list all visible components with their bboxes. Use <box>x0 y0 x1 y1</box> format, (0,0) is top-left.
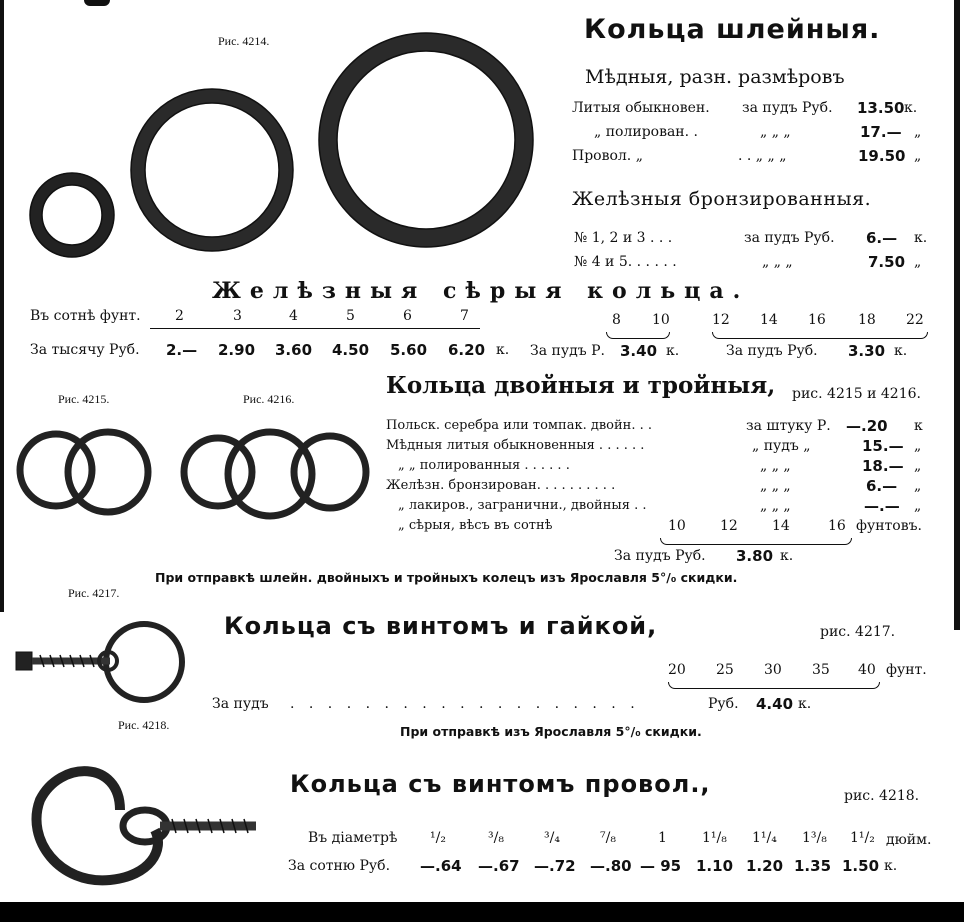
screw-size: 20 <box>668 662 686 678</box>
double-ring-illustration <box>20 432 148 512</box>
section-title-screw: Кольца съ винтомъ и гайкой, <box>224 612 658 640</box>
ink-mark <box>84 0 110 6</box>
wire-price-cell: —.72 <box>534 857 576 875</box>
wire-price-unit: к. <box>884 858 898 874</box>
group2-size: 8 <box>612 312 621 328</box>
size-cell: 6 <box>403 308 412 324</box>
grey-brace <box>660 538 852 545</box>
price-cell: 6.20 <box>448 341 486 359</box>
group3-brace <box>712 332 928 339</box>
screw-size: 25 <box>716 662 734 678</box>
size-cell: 2 <box>175 308 184 324</box>
screw-price-label: Руб. <box>708 696 739 712</box>
screw-fig-ref: рис. 4217. <box>820 624 896 640</box>
figure-caption-4216: Рис. 4216. <box>243 392 295 406</box>
iron-bronze-heading: Желѣзныя бронзированныя. <box>572 188 872 210</box>
screw-price-unit: к. <box>798 696 812 712</box>
group3-price: 3.30 <box>848 342 886 360</box>
screw-size: 30 <box>764 662 782 678</box>
group3-size: 22 <box>906 312 924 328</box>
grey-price-unit: к. <box>780 548 794 564</box>
screw-nut-ring-illustration <box>16 624 182 700</box>
row-price: 15.— <box>862 437 904 455</box>
ring-large <box>319 33 533 247</box>
row-mid: за пудъ Руб. <box>744 230 835 246</box>
right-page-edge <box>954 0 960 630</box>
section-title-shleinye: Кольца шлейныя. <box>584 14 881 45</box>
per-thousand-label: За тысячу Руб. <box>30 342 140 358</box>
price-cell: 2.— <box>166 341 198 359</box>
grey-unit: фунтовъ. <box>856 518 922 534</box>
row-label: „ полирован. . <box>594 124 698 140</box>
wire-fig-ref: рис. 4218. <box>844 788 920 804</box>
row-label: Мѣдныя литыя обыкновенныя . . . . . . <box>386 438 645 453</box>
group3-size: 18 <box>858 312 876 328</box>
diameter-cell: ⁷/₈ <box>600 830 616 846</box>
group3-size: 14 <box>760 312 778 328</box>
row-price: —.— <box>864 497 900 515</box>
wire-price-cell: — 95 <box>640 857 682 875</box>
grey-size: 10 <box>668 518 686 534</box>
grey-weight-label: „ сѣрыя, вѣсъ въ сотнѣ <box>398 518 553 533</box>
grey-size: 12 <box>720 518 738 534</box>
row-price: 7.50 <box>868 253 906 271</box>
screw-brace <box>668 682 880 689</box>
price-cell: 4.50 <box>332 341 370 359</box>
figure-caption-4214: Рис. 4214. <box>218 34 270 48</box>
figure-caption-4218: Рис. 4218. <box>118 718 170 732</box>
screw-per-pood-label: За пудъ <box>212 696 269 712</box>
group2-price: 3.40 <box>620 342 658 360</box>
screw-size: 35 <box>812 662 830 678</box>
diameter-cell: ¹/₂ <box>430 830 446 846</box>
group3-size: 16 <box>808 312 826 328</box>
section-title-grey: Желѣзныя сѣрыя кольца. <box>212 278 750 304</box>
row-label: „ „ полированныя . . . . . . <box>398 458 570 473</box>
row-mid: „ пудъ „ <box>752 438 811 454</box>
wire-price-cell: 1.20 <box>746 857 784 875</box>
group3-unit: к. <box>894 343 908 359</box>
diameter-cell: 1¹/₈ <box>702 830 727 846</box>
row-unit: к. <box>904 100 918 116</box>
row-price: 6.— <box>866 229 898 247</box>
double-fig-ref: рис. 4215 и 4216. <box>792 386 921 402</box>
price-cell: 5.60 <box>390 341 428 359</box>
row-unit: „ <box>914 438 922 454</box>
left-page-edge <box>0 0 4 612</box>
grey-price-label: За пудъ Руб. <box>614 548 706 564</box>
group3-size: 12 <box>712 312 730 328</box>
size-cell: 5 <box>346 308 355 324</box>
wire-screw-ring-illustration <box>36 771 256 880</box>
diameter-cell: ³/₄ <box>544 830 560 846</box>
group2-label: За пудъ Р. <box>530 343 605 359</box>
wire-price-cell: —.64 <box>420 857 462 875</box>
group2-brace <box>606 332 670 339</box>
row-price: 19.50 <box>858 147 906 165</box>
price-cell: 2.90 <box>218 341 256 359</box>
diameter-cell: 1¹/₄ <box>752 830 777 846</box>
group3-label: За пудъ Руб. <box>726 343 818 359</box>
section-title-double: Кольца двойныя и тройныя, <box>386 372 776 399</box>
price-cell: 3.60 <box>275 341 313 359</box>
screw-dot-leader: . . . . . . . . . . . . . . . . . . . <box>290 696 640 712</box>
group2-unit: к. <box>666 343 680 359</box>
wire-price-label: За сотню Руб. <box>288 858 391 874</box>
group2-size: 10 <box>652 312 670 328</box>
per-hundred-label: Въ сотнѣ фунт. <box>30 308 141 324</box>
row-mid: „ „ „ <box>762 254 793 270</box>
wire-price-cell: 1.35 <box>794 857 832 875</box>
row-mid: за штуку Р. <box>746 418 831 434</box>
screw-price: 4.40 <box>756 695 794 713</box>
row-unit: „ <box>914 478 922 494</box>
diameter-cell: 1 <box>658 830 667 846</box>
row-mid: „ „ „ <box>760 124 791 140</box>
wire-price-cell: 1.50 <box>842 857 880 875</box>
row-unit: „ <box>914 458 922 474</box>
ring-medium <box>131 89 293 251</box>
discount-note-1: При отправкѣ шлейн. двойныхъ и тройныхъ колецъ изъ Ярославля 5°/₀ скидки. <box>155 570 738 585</box>
row-label: „ лакиров., загранични., двойныя . . <box>398 498 647 513</box>
screw-size: 40 <box>858 662 876 678</box>
row-label: Польск. серебра или томпак. двойн. . . <box>386 418 652 433</box>
row-mid: . . „ „ „ <box>738 148 787 164</box>
row-mid: „ „ „ <box>760 478 791 494</box>
row-mid: „ „ „ <box>760 458 791 474</box>
grey-price: 3.80 <box>736 547 774 565</box>
wire-price-cell: 1.10 <box>696 857 734 875</box>
diameter-cell: ³/₈ <box>488 830 504 846</box>
grey-size: 14 <box>772 518 790 534</box>
figure-caption-4217: Рис. 4217. <box>68 586 120 600</box>
row-label: Желѣзн. бронзирован. . . . . . . . . . <box>386 478 616 493</box>
diameter-unit: дюйм. <box>886 832 932 848</box>
bottom-scan-edge <box>0 902 964 922</box>
row-unit: „ <box>914 148 922 164</box>
row-mid: „ „ „ <box>760 498 791 514</box>
row-price: 6.— <box>866 477 898 495</box>
row-price: 17.— <box>860 123 902 141</box>
row-price: —.20 <box>846 417 888 435</box>
size-cell: 3 <box>233 308 242 324</box>
size-cell: 4 <box>289 308 298 324</box>
size-cell: 7 <box>460 308 469 324</box>
row-label: Литыя обыкновен. <box>572 100 710 116</box>
wire-price-cell: —.80 <box>590 857 632 875</box>
diameter-label: Въ діаметрѣ <box>308 830 398 846</box>
discount-note-2: При отправкѣ изъ Ярославля 5°/₀ скидки. <box>400 724 702 739</box>
rule <box>150 328 480 329</box>
row-mid: за пудъ Руб. <box>742 100 833 116</box>
row-unit: „ <box>914 498 922 514</box>
row-unit: „ <box>914 254 922 270</box>
price-unit: к. <box>496 342 510 358</box>
row-unit: к. <box>914 230 928 246</box>
figure-caption-4215: Рис. 4215. <box>58 392 110 406</box>
section-title-wire: Кольца съ винтомъ провол., <box>290 770 711 798</box>
wire-price-cell: —.67 <box>478 857 520 875</box>
row-label: № 1, 2 и 3 . . . <box>574 230 673 246</box>
diameter-cell: 1³/₈ <box>802 830 827 846</box>
row-label: Провол. „ <box>572 148 643 164</box>
row-label: № 4 и 5. . . . . . <box>574 254 677 270</box>
diameter-cell: 1¹/₂ <box>850 830 875 846</box>
row-unit: „ <box>914 124 922 140</box>
grey-size: 16 <box>828 518 846 534</box>
triple-ring-illustration <box>184 432 366 516</box>
row-price: 13.50 <box>857 99 905 117</box>
ring-small <box>30 173 114 257</box>
screw-size-unit: фунт. <box>886 662 927 678</box>
copper-heading: Мѣдныя, разн. размѣровъ <box>585 66 845 88</box>
row-unit: к <box>914 418 923 434</box>
row-price: 18.— <box>862 457 904 475</box>
